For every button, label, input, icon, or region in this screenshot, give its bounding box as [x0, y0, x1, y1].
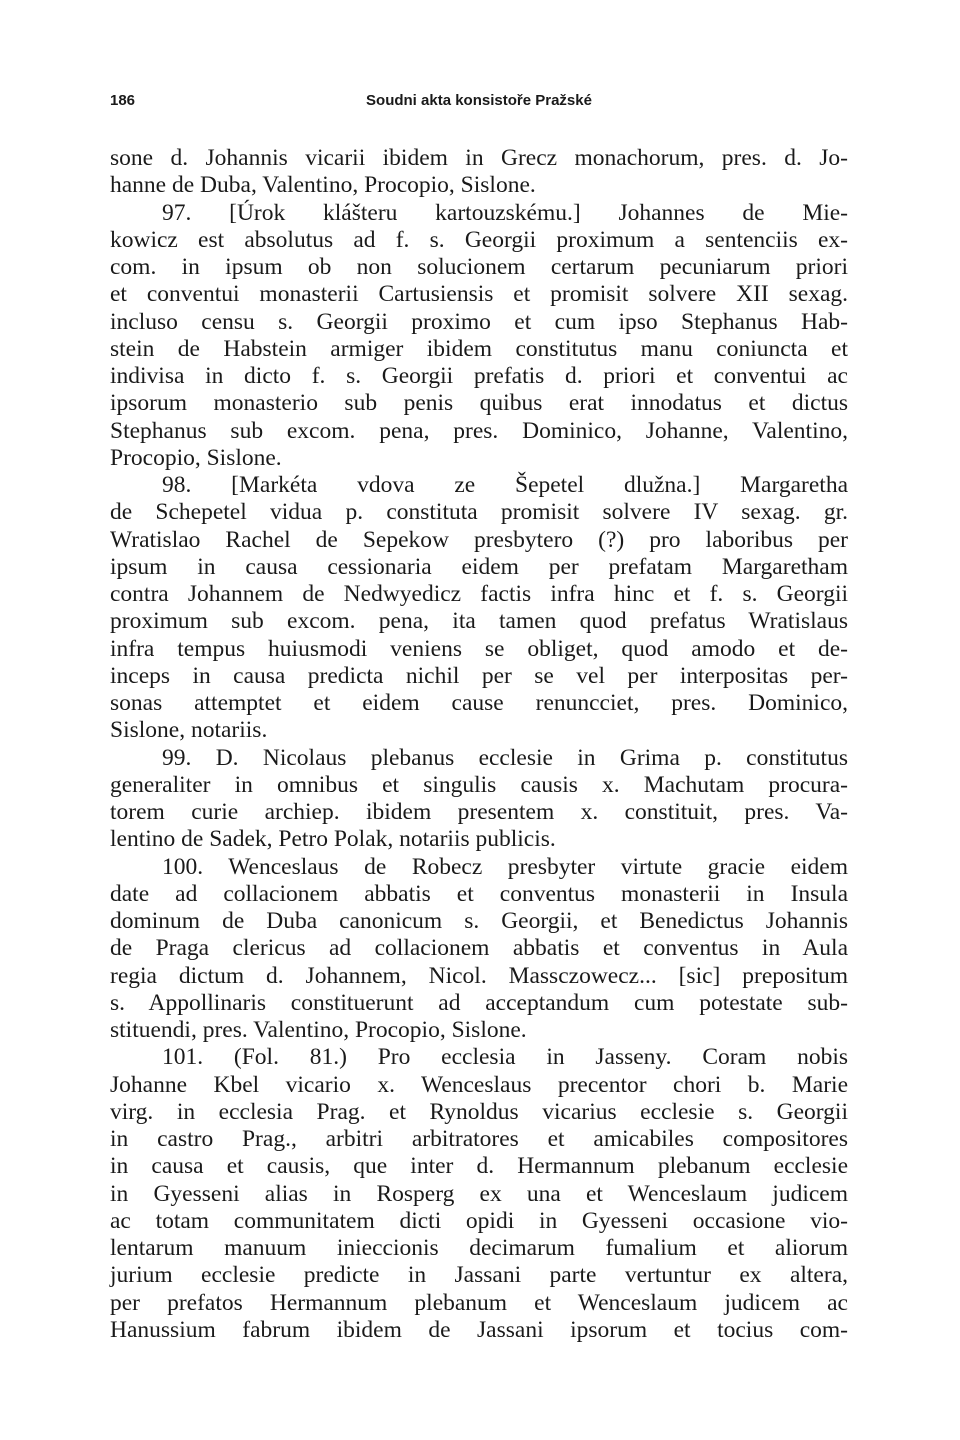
text-line: hanne de Duba, Valentino, Procopio, Sislone. — [110, 172, 536, 199]
text-line: jurium ecclesie predicte in Jassani parte vertuntur ex altera, — [110, 1262, 848, 1289]
text-line: et conventui monasterii Cartusiensis et promisit solvere XII sexag. — [110, 281, 848, 308]
text-line: date ad collacionem abbatis et conventus monasterii in Insula — [110, 880, 848, 907]
text-line: lentino de Sadek, Petro Polak, notariis publicis. — [110, 826, 556, 853]
text-line: 97. [Úrok klášteru kartouzskému.] Johannes de Mie- — [162, 199, 848, 226]
page-header — [110, 92, 848, 114]
text-line: 98. [Markéta vdova ze Šepetel dlužna.] Margaretha — [162, 472, 848, 498]
text-line: Sislone, notariis. — [110, 717, 268, 744]
text-line: regia dictum d. Johannem, Nicol. Massczowecz... [sic] prepositum — [110, 962, 848, 989]
page-number: 186 — [110, 92, 136, 109]
text-line: indivisa in dicto f. s. Georgii prefatis d. priori et conventui ac — [110, 363, 848, 389]
text-line: sonas attemptet et eidem cause renuncciet, pres. Dominico, — [110, 690, 848, 716]
text-line: torem curie archiep. ibidem presentem x. constituit, pres. Va- — [110, 799, 848, 825]
text-line: stein de Habstein armiger ibidem constitutus manu coniuncta et — [110, 335, 848, 362]
text-line: 101. (Fol. 81.) Pro ecclesia in Jasseny. Coram nobis — [162, 1044, 848, 1071]
text-line: sone d. Johannis vicarii ibidem in Grecz monachorum, pres. d. Jo- — [110, 145, 848, 171]
text-line: contra Johannem de Nedwyedicz factis infra hinc et f. s. Georgii — [110, 581, 848, 607]
text-line: per prefatos Hermannum plebanum et Wenceslaum judicem ac — [110, 1289, 848, 1316]
text-line: de Schepetel vidua p. constituta promisit solvere IV sexag. gr. — [110, 499, 848, 526]
text-line: Hanussium fabrum ibidem de Jassani ipsorum et tocius com- — [110, 1316, 848, 1343]
text-line: 100. Wenceslaus de Robecz presbyter virtute gracie eidem — [162, 853, 848, 880]
running-title: Soudni akta konsistoře Pražské — [366, 92, 592, 109]
text-line: virg. in ecclesia Prag. et Rynoldus vicarius ecclesie s. Georgii — [110, 1098, 848, 1125]
text-line: in castro Prag., arbitri arbitratores et amicabiles compositores — [110, 1126, 848, 1152]
text-line: Procopio, Sislone. — [110, 444, 282, 471]
text-line: Wratislao Rachel de Sepekow presbytero (?) pro laboribus per — [110, 526, 848, 553]
text-line: proximum sub excom. pena, ita tamen quod prefatus Wratislaus — [110, 608, 848, 635]
text-line: 99. D. Nicolaus plebanus ecclesie in Grima p. constitutus — [162, 744, 848, 771]
text-line: ipsum in causa cessionaria eidem per prefatam Margaretham — [110, 553, 848, 580]
text-line: generaliter in omnibus et singulis causis x. Machutam procura- — [110, 771, 848, 798]
text-line: incluso censu s. Georgii proximo et cum ipso Stephanus Hab- — [110, 308, 848, 335]
body-text — [110, 145, 848, 1344]
text-line: dominum de Duba canonicum s. Georgii, et Benedictus Johannis — [110, 908, 848, 934]
text-line: ipsorum monasterio sub penis quibus erat innodatus et dictus — [110, 390, 848, 417]
text-line: lentarum manuum inieccionis decimarum fumalium et aliorum — [110, 1235, 848, 1261]
text-line: Stephanus sub excom. pena, pres. Dominico, Johanne, Valentino, — [110, 417, 848, 444]
text-line: com. in ipsum ob non solucionem certarum pecuniarum priori — [110, 254, 848, 280]
text-line: in causa et causis, que inter d. Hermannum plebanum ecclesie — [110, 1153, 848, 1180]
text-line: de Praga clericus ad collacionem abbatis et conventus in Aula — [110, 935, 848, 962]
text-line: s. Appollinaris constituerunt ad acceptandum cum potestate sub- — [110, 989, 848, 1016]
text-line: in Gyesseni alias in Rosperg ex una et Wenceslaum judicem — [110, 1180, 848, 1207]
text-line: ac totam communitatem dicti opidi in Gyesseni occasione vio- — [110, 1207, 848, 1234]
text-line: stituendi, pres. Valentino, Procopio, Sislone. — [110, 1017, 527, 1043]
text-line: kowicz est absolutus ad f. s. Georgii proximum a sentenciis ex- — [110, 226, 848, 253]
text-line: infra tempus huiusmodi veniens se obliget, quod amodo et de- — [110, 635, 848, 662]
text-line: inceps in causa predicta nichil per se vel per interpositas per- — [110, 662, 848, 689]
text-line: Johanne Kbel vicario x. Wenceslaus precentor chori b. Marie — [110, 1071, 848, 1098]
